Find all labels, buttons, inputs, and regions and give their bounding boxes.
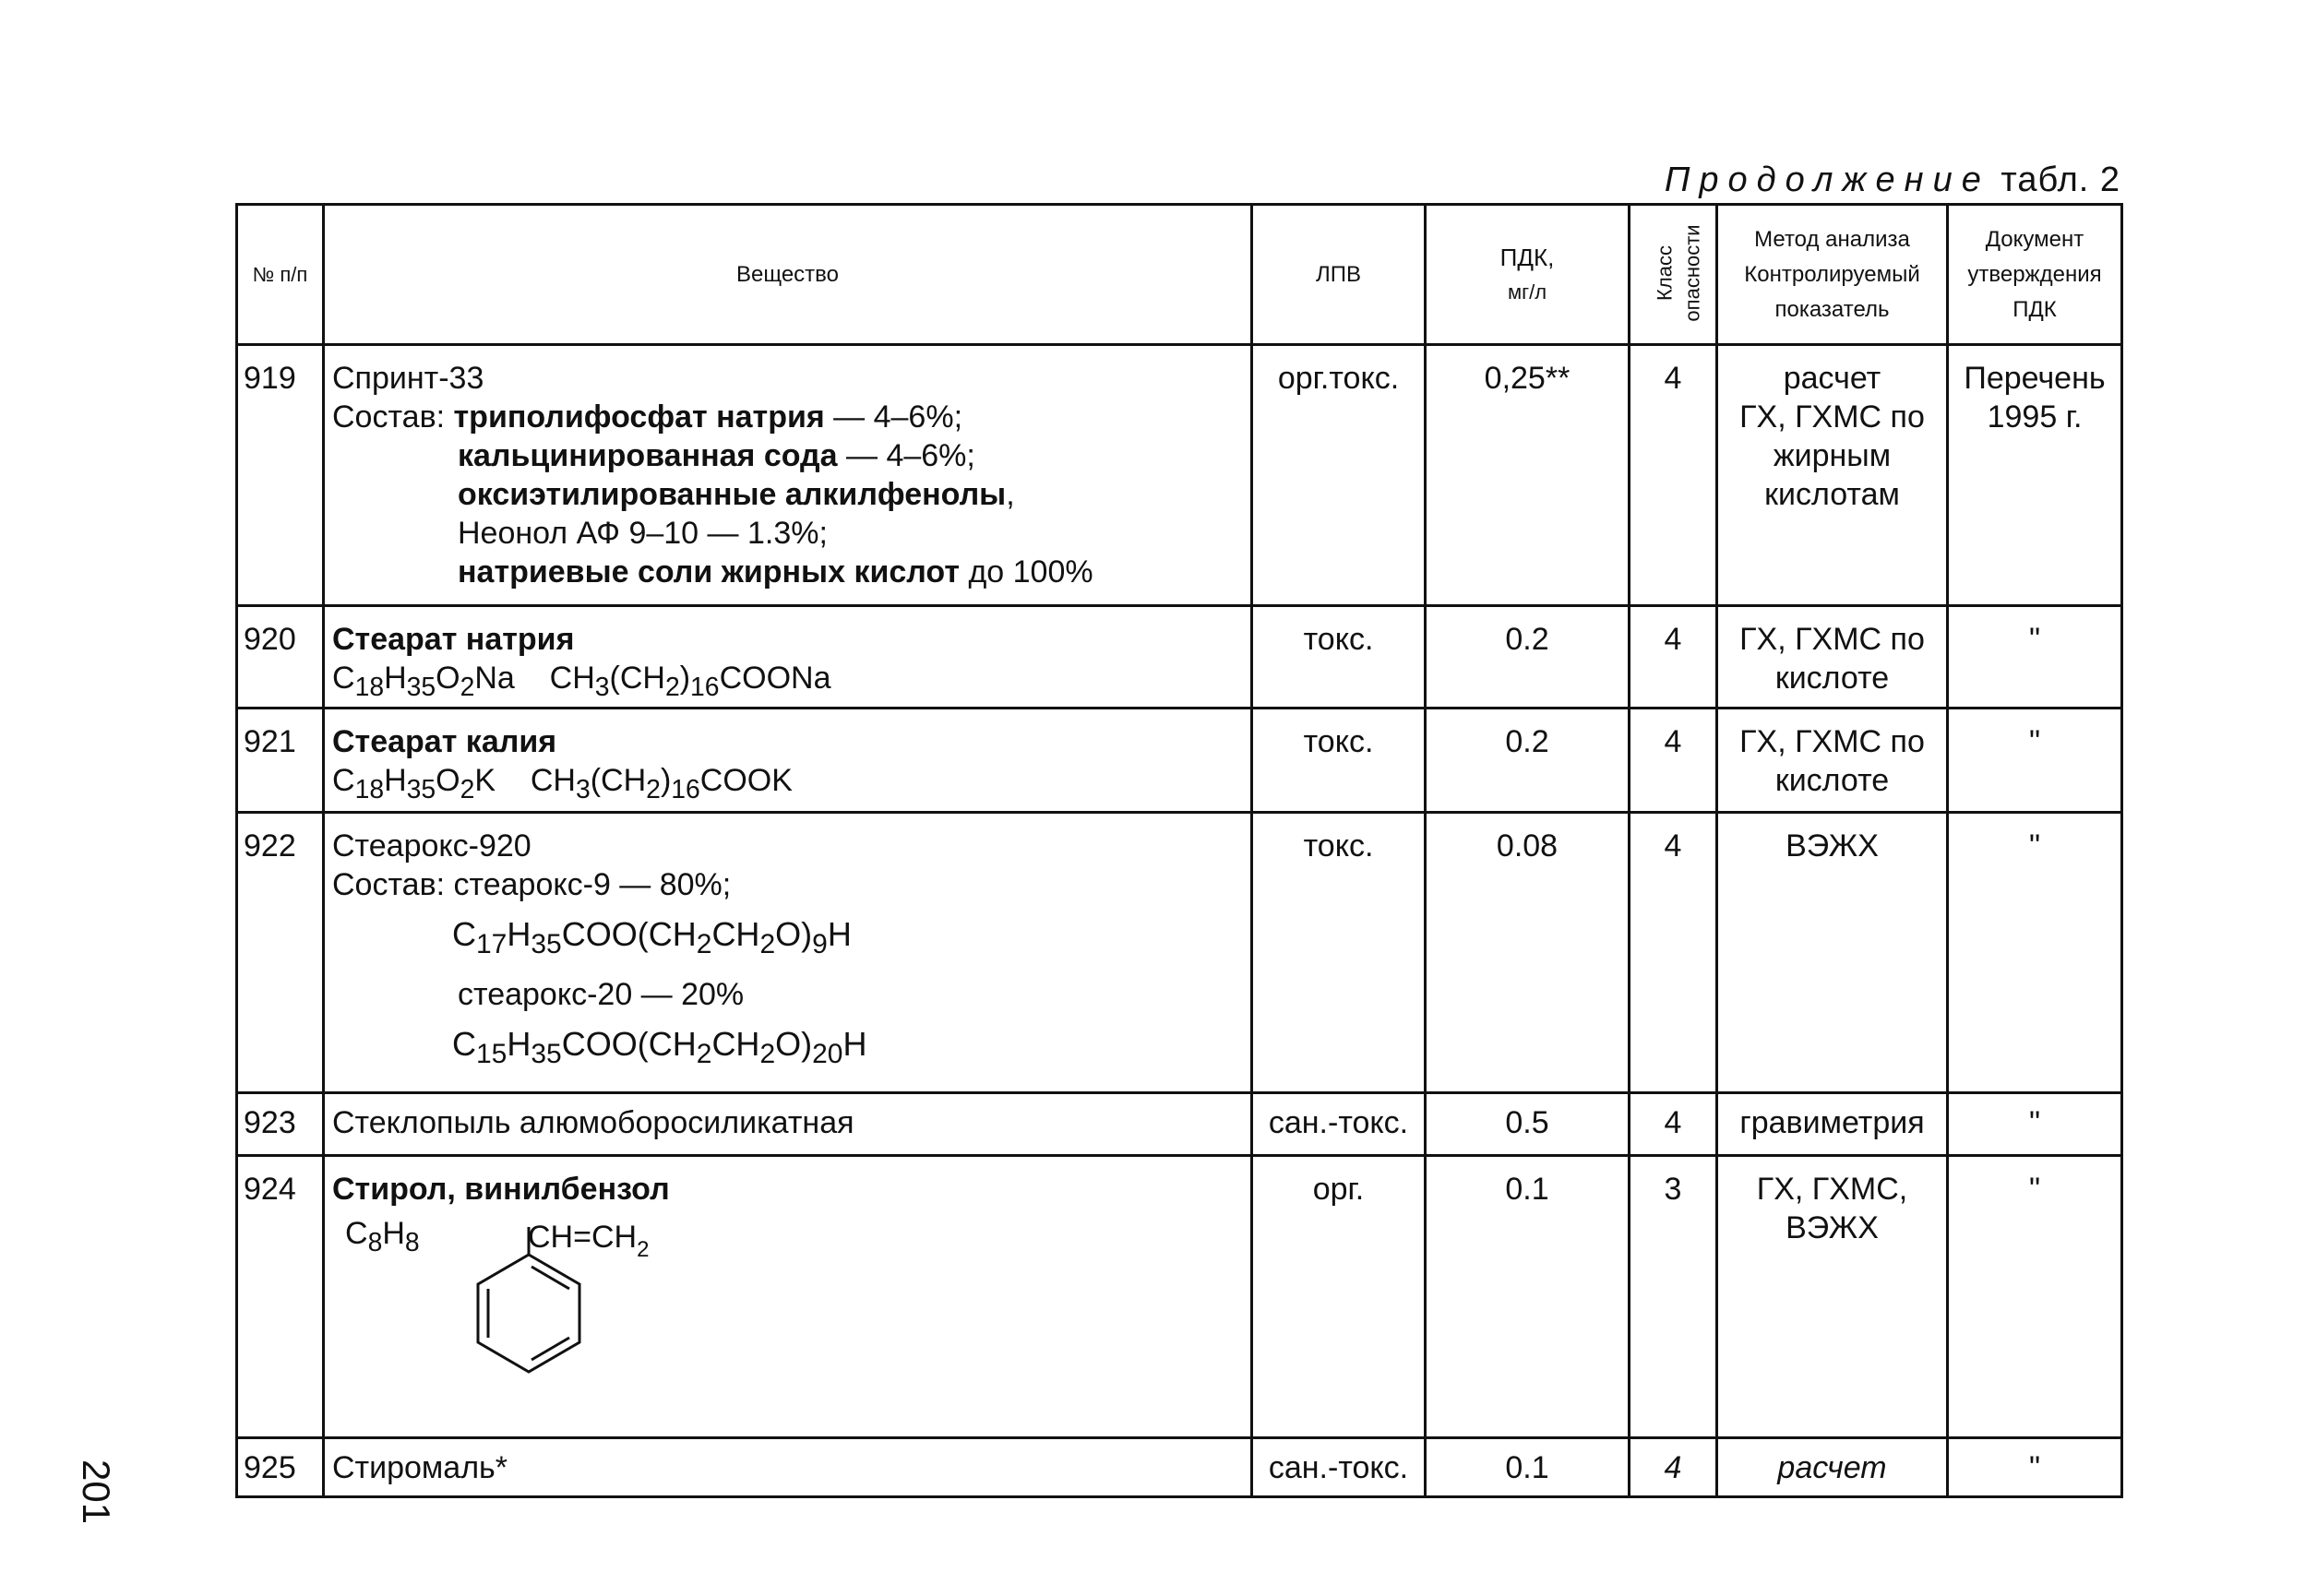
table-row	[237, 606, 2122, 709]
table-row	[237, 345, 2122, 606]
formula-part: )	[679, 661, 691, 696]
row-pdk: 0.2	[1426, 708, 1630, 812]
row-doc: "	[1948, 606, 2122, 709]
substance-name: Спринт-33	[332, 361, 484, 396]
row-lpv: орг.токс.	[1252, 345, 1426, 606]
formula-part: H	[507, 914, 531, 953]
formula-part: (CH	[590, 762, 647, 798]
row-method: гравиметрия	[1717, 1092, 1948, 1155]
formula-part: CH	[711, 1024, 760, 1063]
formula-part: CH	[711, 914, 760, 953]
component-share: — 4–6%;	[837, 438, 975, 473]
header-method	[1717, 205, 1948, 345]
row-num: 919	[237, 345, 324, 606]
formula-sub: 17	[476, 928, 508, 959]
row-method	[1717, 345, 1948, 606]
row-klass: 4	[1630, 1092, 1717, 1155]
substance-formula	[332, 761, 1239, 809]
substance-name: Стеарокс-920	[332, 828, 531, 864]
row-method: ВЭЖХ	[1717, 812, 1948, 1092]
composition-line: стеарокс-20 — 20%	[458, 976, 745, 1012]
formula-part: O)	[775, 914, 813, 953]
method-line: ГХ, ГХМС по	[1739, 399, 1925, 435]
formula-sub: 2	[664, 672, 680, 702]
table-header-row	[237, 205, 2122, 345]
formula-sub: 35	[406, 774, 436, 804]
row-pdk: 0.1	[1426, 1437, 1630, 1496]
component-name: триполифосфат натрия	[453, 399, 825, 435]
page-number: 201	[75, 1459, 118, 1525]
formula-part: O	[436, 762, 460, 798]
formula-sub: 35	[406, 672, 436, 702]
composition-label: Состав:	[332, 866, 446, 902]
formula-part: C	[452, 914, 476, 953]
substance-formula	[332, 1025, 1239, 1074]
method-line: кислоте	[1774, 661, 1890, 696]
substance-formula	[345, 1214, 420, 1262]
formula-part: CH	[549, 661, 595, 696]
header-klass	[1630, 205, 1717, 345]
row-doc: "	[1948, 1092, 2122, 1155]
row-method: расчет	[1717, 1437, 1948, 1496]
row-klass: 4	[1630, 708, 1717, 812]
formula-part: H	[384, 661, 407, 696]
component-share: до 100%	[960, 554, 1093, 590]
header-klass-line1: Класс	[1653, 244, 1677, 301]
method-line: ГХ, ГХМС,	[1756, 1171, 1908, 1207]
formula-part: COO(CH	[561, 914, 697, 953]
row-method	[1717, 708, 1948, 812]
method-line: ГХ, ГХМС по	[1739, 622, 1925, 657]
row-substance	[324, 1155, 1252, 1437]
header-doc-line1: Документ	[1985, 226, 2084, 252]
header-method-line3: показатель	[1774, 296, 1890, 322]
styrene-structure	[332, 1209, 1239, 1404]
substances-table	[235, 203, 2123, 1498]
header-klass-rotated	[1652, 224, 1707, 321]
row-num: 920	[237, 606, 324, 709]
row-lpv: сан.-токс.	[1252, 1437, 1426, 1496]
row-substance	[324, 345, 1252, 606]
row-num: 925	[237, 1437, 324, 1496]
formula-sub: 2	[460, 672, 475, 702]
table-row	[237, 1092, 2122, 1155]
composition-line	[332, 436, 1239, 475]
method-line: кислотам	[1764, 477, 1900, 512]
formula-part: )	[660, 762, 672, 798]
header-method-line2: Контролируемый	[1744, 261, 1920, 287]
method-line: ВЭЖХ	[1786, 1209, 1879, 1245]
inner-double-bond	[531, 1267, 569, 1289]
method-line: расчет	[1783, 361, 1881, 396]
row-klass: 3	[1630, 1155, 1717, 1437]
header-num: № п/п	[237, 205, 324, 345]
row-klass: 4	[1630, 606, 1717, 709]
row-doc	[1948, 345, 2122, 606]
header-lpv: ЛПВ	[1252, 205, 1426, 345]
table-row	[237, 1155, 2122, 1437]
formula-sub: 18	[354, 774, 385, 804]
row-klass: 4	[1630, 812, 1717, 1092]
table-row	[237, 812, 2122, 1092]
formula-part: C	[452, 1024, 476, 1063]
table-row	[237, 708, 2122, 812]
component-name: кальцинированная сода	[458, 438, 838, 473]
table-row	[237, 1437, 2122, 1496]
formula-sub: 2	[646, 774, 661, 804]
formula-part: C	[345, 1215, 368, 1251]
substance-name: Стеарат натрия	[332, 622, 575, 657]
composition-line: Неонол АФ 9–10 — 1.3%;	[458, 516, 828, 551]
formula-part: H	[382, 1215, 405, 1251]
formula-sub: 16	[690, 672, 720, 702]
formula-part: COO(CH	[561, 1024, 697, 1063]
header-doc	[1948, 205, 2122, 345]
formula-sub: 2	[460, 774, 475, 804]
row-lpv: сан.-токс.	[1252, 1092, 1426, 1155]
substance-name: Стирол, винилбензол	[332, 1171, 670, 1207]
header-substance: Вещество	[324, 205, 1252, 345]
row-doc: "	[1948, 1155, 2122, 1437]
method-line: кислоте	[1774, 762, 1890, 798]
formula-sub: 15	[476, 1039, 508, 1070]
header-klass-line2: опасности	[1680, 223, 1704, 322]
formula-part: (CH	[609, 661, 665, 696]
formula-part: H	[507, 1024, 531, 1063]
formula-sub: 3	[594, 672, 610, 702]
formula-sub: 9	[812, 928, 828, 959]
row-lpv: орг.	[1252, 1155, 1426, 1437]
formula-sub: 18	[354, 672, 385, 702]
doc-line: Перечень	[1964, 361, 2106, 396]
formula-part: H	[842, 1024, 867, 1063]
component-share: ,	[1006, 477, 1015, 512]
header-pdk	[1426, 205, 1630, 345]
row-substance: Стеклопыль алюмоборосиликатная	[324, 1092, 1252, 1155]
formula-sub: 8	[404, 1227, 420, 1257]
row-num: 922	[237, 812, 324, 1092]
row-doc: "	[1948, 812, 2122, 1092]
caption-suffix: табл. 2	[2001, 161, 2120, 199]
formula-part: Na	[474, 661, 515, 696]
formula-sub: 2	[696, 928, 712, 959]
benzene-ring	[478, 1255, 579, 1372]
formula-sub: 35	[531, 928, 562, 959]
formula-part: COONa	[719, 661, 831, 696]
row-pdk: 0.08	[1426, 812, 1630, 1092]
formula-sub: 8	[367, 1227, 383, 1257]
caption-prefix: Продолжение	[1664, 161, 1990, 199]
row-method	[1717, 1155, 1948, 1437]
row-lpv: токс.	[1252, 708, 1426, 812]
method-line: жирным	[1773, 438, 1892, 473]
method-line: ГХ, ГХМС по	[1739, 723, 1925, 759]
component-name: оксиэтилированные алкилфенолы	[458, 477, 1007, 512]
formula-sub: 2	[759, 1039, 776, 1070]
row-klass: 4	[1630, 1437, 1717, 1496]
row-method	[1717, 606, 1948, 709]
formula-sub: 2	[696, 1039, 712, 1070]
formula-part: H	[827, 914, 852, 953]
row-pdk: 0.1	[1426, 1155, 1630, 1437]
composition-label: Состав:	[332, 399, 446, 435]
formula-sub: 3	[575, 774, 591, 804]
header-doc-line3: ПДК	[2012, 296, 2057, 322]
inner-double-bond	[531, 1338, 569, 1360]
composition-line	[332, 553, 1239, 591]
row-num: 923	[237, 1092, 324, 1155]
row-doc: "	[1948, 1437, 2122, 1496]
composition-line	[332, 865, 1239, 904]
row-substance	[324, 812, 1252, 1092]
formula-part: C	[332, 762, 355, 798]
table-caption	[1569, 161, 2120, 200]
row-lpv: токс.	[1252, 606, 1426, 709]
header-pdk-line2: мг/л	[1507, 280, 1547, 304]
row-pdk: 0.2	[1426, 606, 1630, 709]
formula-part: CH	[530, 762, 576, 798]
formula-sub: 16	[671, 774, 700, 804]
formula-part: O)	[775, 1024, 813, 1063]
formula-sub: 35	[531, 1039, 562, 1070]
side-chain-label: $CH=CH_2$	[528, 1219, 650, 1262]
component-name: стеарокс-9 — 80%;	[453, 866, 732, 902]
benzene-ring-diagram	[471, 1210, 711, 1404]
component-name: натриевые соли жирных кислот	[458, 554, 960, 590]
composition-line	[332, 398, 1239, 436]
substance-formula	[332, 659, 1239, 707]
component-share: — 4–6%;	[824, 399, 963, 435]
row-klass: 4	[1630, 345, 1717, 606]
doc-line: 1995 г.	[1987, 399, 2083, 435]
formula-part: C	[332, 661, 355, 696]
formula-part: COOK	[699, 762, 793, 798]
formula-part: O	[436, 661, 460, 696]
substance-formula	[332, 915, 1239, 964]
composition-line	[332, 475, 1239, 514]
row-substance: Стиромаль*	[324, 1437, 1252, 1496]
formula-part: K	[474, 762, 496, 798]
formula-part: H	[384, 762, 407, 798]
row-lpv: токс.	[1252, 812, 1426, 1092]
row-substance	[324, 708, 1252, 812]
substance-name: Стеарат калия	[332, 723, 557, 759]
row-pdk: 0,25**	[1426, 345, 1630, 606]
row-doc: "	[1948, 708, 2122, 812]
formula-sub: 20	[812, 1039, 843, 1070]
header-doc-line2: утверждения	[1967, 261, 2102, 287]
row-num: 924	[237, 1155, 324, 1437]
header-method-line1: Метод анализа	[1754, 226, 1910, 252]
row-substance	[324, 606, 1252, 709]
formula-sub: 2	[759, 928, 776, 959]
header-pdk-line1: ПДК,	[1499, 243, 1555, 271]
row-pdk: 0.5	[1426, 1092, 1630, 1155]
row-num: 921	[237, 708, 324, 812]
